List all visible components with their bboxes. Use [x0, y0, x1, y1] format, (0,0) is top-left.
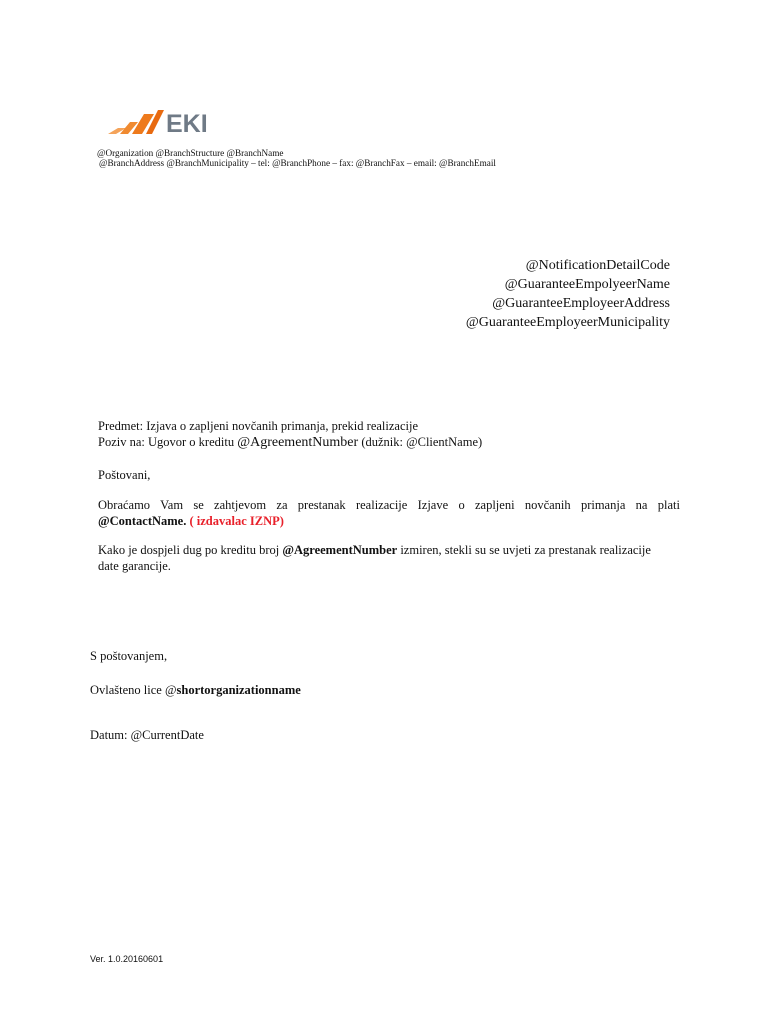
recipient-address: @GuaranteeEmployeerAddress [492, 296, 670, 311]
reference-agreement: @AgreementNumber [237, 435, 359, 450]
subject-line: Predmet: Izjava o zapljeni novčanih primanja, prekid realizacije [98, 419, 418, 433]
date-line: Datum: @CurrentDate [90, 728, 204, 742]
paragraph2-agreement: @AgreementNumber [282, 543, 398, 557]
paragraph2-suffix: izmiren, stekli su se uvjeti za prestanak realizacije [397, 543, 651, 557]
paragraph1-line2 [98, 513, 680, 529]
paragraph2-line2: date garancije. [98, 559, 171, 573]
signer-prefix: Ovlašteno lice @ [90, 683, 177, 697]
reference-prefix: Poziv na: Ugovor o kreditu [98, 435, 238, 449]
contact-name: @ContactName [98, 514, 184, 528]
contact-dot: . [183, 514, 187, 528]
branch-header-line2: @BranchAddress @BranchMunicipality – tel: @BranchPhone – fax: @BranchFax – email: @BranchEmail [99, 158, 496, 168]
signer-organization: shortorganizationname [176, 683, 301, 697]
paragraph1-line1: Obraćamo Vam se zahtjevom za prestanak realizacije Izjave o zapljeni novčanih primanja na plati [98, 498, 680, 512]
signer-line [90, 682, 672, 698]
issuer-note: ( izdavalac IZNP) [186, 514, 284, 528]
paragraph2-prefix: Kako je dospjeli dug po kreditu broj [98, 543, 283, 557]
branch-header-line1: @Organization @BranchStructure @BranchName [97, 148, 284, 158]
paragraph2-line1 [98, 542, 680, 558]
logo-mark-icon [106, 106, 166, 140]
version-footer: Ver. 1.0.20160601 [90, 954, 164, 964]
eki-logo [106, 106, 216, 140]
notification-code: @NotificationDetailCode [525, 258, 670, 273]
closing: S poštovanjem, [90, 649, 168, 663]
recipient-name: @GuaranteeEmpolyeerName [504, 277, 670, 292]
recipient-block [466, 256, 670, 332]
logo-text: EKI [166, 110, 208, 138]
reference-suffix: (dužnik: @ClientName) [358, 435, 483, 449]
recipient-municipality: @GuaranteeEmployeerMunicipality [465, 315, 670, 330]
reference-line [98, 434, 680, 451]
greeting: Poštovani, [98, 468, 151, 482]
